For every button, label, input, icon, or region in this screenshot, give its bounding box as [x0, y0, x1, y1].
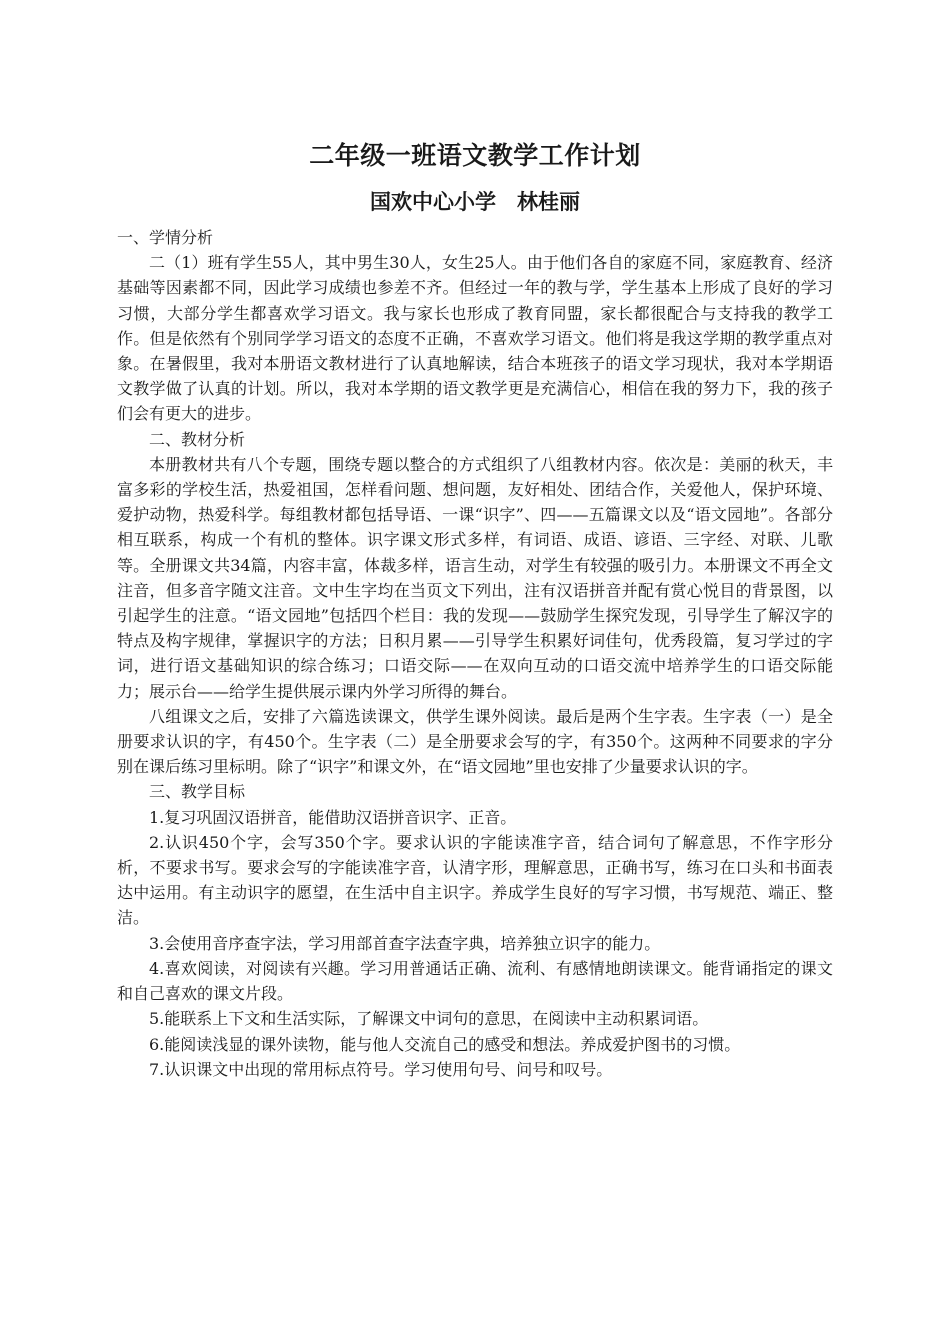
paragraph: 1.复习巩固汉语拼音，能借助汉语拼音识字、正音。	[149, 807, 517, 827]
paragraph: 八组课文之后，安排了六篇选读课文，供学生课外阅读。最后是两个生字表。生字表（一）是全册要求认识的字，有450个。生字表（二）是全册要求会写的字，有350个。这两种不同要求的字分别在课后练习里标明。除了“识字”和课文外，在“语文园地”里也安排了少量要求认识的字。	[117, 706, 833, 777]
document-title: 二年级一班语文教学工作计划	[309, 141, 641, 170]
paragraph: 2.认识450个字，会写350个字。要求认识的字能读准字音，结合词句了解意思，不作字形分析，不要求书写。要求会写的字能读准字音，认清字形，理解意思，正确书写，练习在口头和书面表达中运用。有主动识字的愿望，在生活中自主识字。养成学生良好的写字习惯，书写规范、端正、整洁。	[117, 832, 833, 928]
document-body	[117, 225, 833, 1082]
paragraph: 6.能阅读浅显的课外读物，能与他人交流自己的感受和想法。养成爱护图书的习惯。	[149, 1034, 741, 1054]
paragraph: 4.喜欢阅读，对阅读有兴趣。学习用普通话正确、流利、有感情地朗读课文。能背诵指定的课文和自己喜欢的课文片段。	[117, 958, 833, 1004]
paragraph: 5.能联系上下文和生活实际，了解课文中词句的意思，在阅读中主动积累词语。	[149, 1009, 709, 1029]
paragraph: 一、学情分析	[117, 228, 214, 247]
paragraph: 3.会使用音序查字法，学习用部首查字法查字典，培养独立识字的能力。	[149, 933, 661, 953]
paragraph: 三、教学目标	[149, 782, 246, 802]
paragraph: 本册教材共有八个专题，围绕专题以整合的方式组织了八组教材内容。依次是：美丽的秋天，丰富多彩的学校生活，热爱祖国，怎样看问题、想问题，友好相处、团结合作，关爱他人，保护环境、爱护动物，热爱科学。每组教材都包括导语、一课“识字”、四——五篇课文以及“语文园地”。各部分相互联系，构成一个有机的整体。识字课文形式多样，有词语、成语、谚语、三字经、对联、儿歌等。全册课文共34篇，内容丰富，体裁多样，语言生动，对学生有较强的吸引力。本册课文不再全文注音，但多音字随文注音。文中生字均在当页文下列出，注有汉语拼音并配有赏心悦目的背景图，以引起学生的注意。“语文园地”包括四个栏目：我的发现——鼓励学生探究发现，引导学生了解汉字的特点及构字规律，掌握识字的方法；日积月累——引导学生积累好词佳句，优秀段篇，复习学过的字词，进行语文基础知识的综合练习；口语交际——在双向互动的口语交流中培养学生的口语交际能力；展示台——给学生提供展示课内外学习所得的舞台。	[117, 454, 833, 701]
author-line: 国欢中心小学 林桂丽	[370, 189, 580, 214]
paragraph: 二、教材分析	[149, 429, 246, 449]
paragraph: 二（1）班有学生55人，其中男生30人，女生25人。由于他们各自的家庭不同，家庭教育、经济基础等因素都不同，因此学习成绩也参差不齐。但经过一年的教与学，学生基本上形成了良好的学习习惯，大部分学生都喜欢学习语文。我与家长也形成了教育同盟，家长都很配合与支持我的教学工作。但是依然有个别同学学习语文的态度不正确，不喜欢学习语文。他们将是我这学期的教学重点对象。在暑假里，我对本册语文教材进行了认真地解读，结合本班孩子的语文学习现状，我对本学期语文教学做了认真的计划。所以，我对本学期的语文教学更是充满信心，相信在我的努力下，我的孩子们会有更大的进步。	[117, 253, 833, 424]
paragraph: 7.认识课文中出现的常用标点符号。学习使用句号、问号和叹号。	[149, 1059, 613, 1079]
